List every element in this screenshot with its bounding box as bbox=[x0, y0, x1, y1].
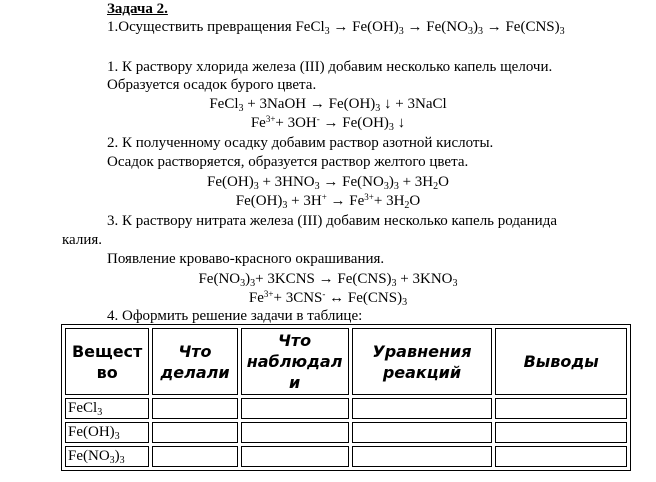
table-row bbox=[65, 398, 627, 419]
empty-cell bbox=[152, 446, 237, 467]
solution-table bbox=[61, 324, 631, 471]
empty-cell bbox=[241, 422, 349, 443]
empty-cell bbox=[152, 398, 237, 419]
substance-cell: $Fe(NO_3)_3$ bbox=[65, 446, 149, 467]
empty-cell bbox=[495, 422, 627, 443]
header-equations: Уравнения реакций bbox=[352, 328, 493, 395]
table-header-row bbox=[65, 328, 627, 395]
step2-equation-ionic: $Fe(OH)_3 + 3H^+ \to Fe^{3+}+ 3H_2O$ bbox=[235, 192, 421, 211]
empty-cell bbox=[352, 398, 493, 419]
step2-equation-molecular: $Fe(OH)_3 + 3HNO_3 \to Fe(NO_3)_3 + 3H_2O$ bbox=[207, 174, 449, 192]
header-conclusions: Выводы bbox=[495, 328, 627, 395]
table-row bbox=[65, 446, 627, 467]
step3-equation-molecular: $Fe(NO_3)_3+$ 3KCNS → $Fe(CNS)_3 + 3KNO_3$ bbox=[198, 271, 458, 289]
empty-cell bbox=[152, 422, 237, 443]
empty-cell bbox=[352, 422, 493, 443]
table-row bbox=[65, 422, 627, 443]
step3-equation-ionic: $Fe^{3+}+ 3CNS^-$ ↔ $Fe(CNS)_3$ bbox=[248, 289, 408, 308]
step1-line2: Образуется осадок бурого цвета. bbox=[107, 77, 317, 93]
header-what-done: Что делали bbox=[152, 328, 237, 395]
step4-line1: 4. Оформить решение задачи в таблице: bbox=[107, 308, 363, 324]
step2-line2: Осадок растворяется, образуется раствор желтого цвета. bbox=[107, 154, 469, 170]
task-prefix: 1.Осуществить превращения bbox=[107, 19, 296, 35]
step3-line3: Появление кроваво-красного окрашивания. bbox=[107, 251, 385, 267]
substance-cell: FeCl$_3$ bbox=[65, 398, 149, 419]
step3-line2: калия. bbox=[62, 232, 103, 248]
step1-line1: 1. К раствору хлорида железа (III) добавим несколько капель щелочи. bbox=[107, 59, 553, 75]
empty-cell bbox=[352, 446, 493, 467]
task-statement: 1.Осуществить превращения FeCl$_3$ → $Fe(OH)_3 \to Fe(NO_3)_3 \to Fe(CNS)_3$ bbox=[107, 19, 565, 37]
empty-cell bbox=[241, 446, 349, 467]
empty-cell bbox=[241, 398, 349, 419]
substance-cell: $Fe(OH)_3$ bbox=[65, 422, 149, 443]
task-title: Задача 2. bbox=[107, 1, 168, 17]
empty-cell bbox=[495, 398, 627, 419]
step2-line1: 2. К полученному осадку добавим раствор азотной кислоты. bbox=[107, 135, 494, 151]
step3-line1: 3. К раствору нитрата железа (III) добавим несколько капель роданида bbox=[107, 213, 557, 229]
empty-cell bbox=[495, 446, 627, 467]
header-observed: Что наблюдал и bbox=[241, 328, 349, 395]
step1-equation-ionic: $Fe^{3+}+ 3OH^- \to Fe(OH)_3$ ↓ bbox=[250, 114, 406, 133]
header-substance: Вещест во bbox=[65, 328, 149, 395]
step1-equation-molecular: FeCl$_3$ + 3NaOH → $Fe(OH)_3$ ↓ + 3NaCl bbox=[209, 96, 447, 114]
